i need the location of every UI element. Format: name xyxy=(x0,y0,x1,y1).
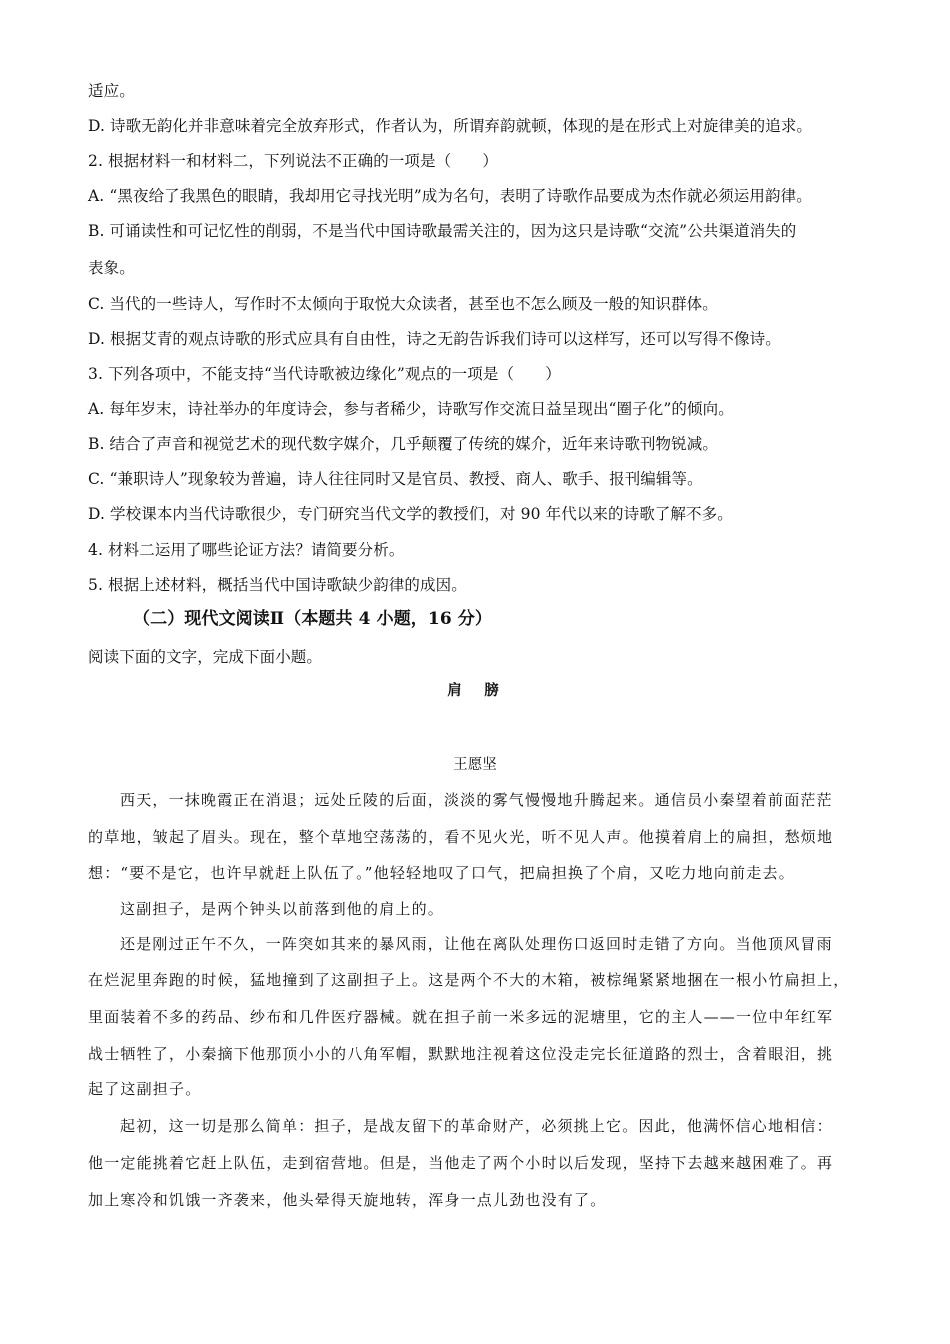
question-option-d: D. 诗歌无韵化并非意味着完全放弃形式，作者认为，所谓弃韵就顿，体现的是在形式上对旋律美的追求。 xyxy=(88,117,813,135)
question-2-stem: 2. 根据材料一和材料二，下列说法不正确的一项是（ ） xyxy=(88,152,499,170)
article-paragraph-line: 战士牺牲了，小秦摘下他那顶小小的八角军帽，默默地注视着这位没走完长征道路的烈士，含着眼泪，挑 xyxy=(88,1045,834,1063)
article-paragraph-line: 这副担子，是两个钟头以前落到他的肩上的。 xyxy=(120,900,445,918)
section-instruction: 阅读下面的文字，完成下面小题。 xyxy=(88,648,323,666)
article-paragraph-line: 还是刚过正午不久，一阵突如其来的暴风雨，让他在离队处理伤口返回时走错了方向。当他顶风冒雨 xyxy=(120,935,833,953)
question-2-option-b-cont: 表象。 xyxy=(88,259,135,277)
article-paragraph-line: 起初，这一切是那么简单：担子，是战友留下的革命财产，必须挑上它。因此，他满怀信心地相信： xyxy=(120,1117,833,1135)
question-3-stem: 3. 下列各项中，不能支持“当代诗歌被边缘化”观点的一项是（ ） xyxy=(88,365,561,383)
article-paragraph-line: 起了这副担子。 xyxy=(88,1080,202,1098)
question-4: 4. 材料二运用了哪些论证方法？请简要分析。 xyxy=(88,541,405,559)
question-3-option-c: C. “兼职诗人”现象较为普遍，诗人往往同时又是官员、教授、商人、歌手、报刊编辑等。 xyxy=(88,470,703,488)
question-3-option-b: B. 结合了声音和视觉艺术的现代数字媒介，几乎颠覆了传统的媒介，近年来诗歌刊物锐减。 xyxy=(88,435,718,453)
question-3-option-d: D. 学校课本内当代诗歌很少，专门研究当代文学的教授们，对 90 年代以来的诗歌了解不多。 xyxy=(88,505,733,523)
article-paragraph-line: 想：“要不是它，也许早就赶上队伍了。”他轻轻地叹了口气，把扁担换了个肩，又吃力地向前走去。 xyxy=(88,864,795,882)
article-paragraph-line: 西天，一抹晚霞正在消退；远处丘陵的后面，淡淡的雾气慢慢地升腾起来。通信员小秦望着前面茫茫 xyxy=(120,791,833,809)
article-paragraph-line: 加上寒冷和饥饿一齐袭来，他头晕得天旋地转，浑身一点儿劲也没有了。 xyxy=(88,1191,607,1209)
question-2-option-a: A. “黑夜给了我黑色的眼睛，我却用它寻找光明”成为名句，表明了诗歌作品要成为杰作就必须运用韵律。 xyxy=(88,187,812,205)
article-paragraph-line: 在烂泥里奔跑的时候，猛地撞到了这副担子上。这是两个不大的木箱，被棕绳紧紧地捆在一根小竹扁担上， xyxy=(88,971,850,989)
article-paragraph-line: 里面装着不多的药品、纱布和几件医疗器械。就在担子前一米多远的泥塘里，它的主人——一位中年红军 xyxy=(88,1008,834,1026)
article-paragraph-line: 的草地，皱起了眉头。现在，整个草地空荡荡的，看不见火光，听不见人声。他摸着肩上的扁担，愁烦地 xyxy=(88,828,834,846)
question-2-option-d: D. 根据艾青的观点诗歌的形式应具有自由性，诗之无韵告诉我们诗可以这样写，还可以写得不像诗。 xyxy=(88,330,781,348)
question-text-line: 适应。 xyxy=(88,82,135,100)
question-2-option-b: B. 可诵读性和可记忆性的削弱，不是当代中国诗歌最需关注的，因为这只是诗歌“交流”公共渠道消失的 xyxy=(88,222,797,240)
question-5: 5. 根据上述材料，概括当代中国诗歌缺少韵律的成因。 xyxy=(88,576,467,594)
section-heading: （二）现代文阅读Ⅱ（本题共 4 小题，16 分） xyxy=(133,609,492,629)
article-title: 肩 膀 xyxy=(447,682,503,699)
question-3-option-a: A. 每年岁末，诗社举办的年度诗会，参与者稀少，诗歌写作交流日益呈现出“圈子化”的倾向。 xyxy=(88,400,734,418)
question-2-option-c: C. 当代的一些诗人，写作时不太倾向于取悦大众读者，甚至也不怎么顾及一般的知识群体。 xyxy=(88,295,718,313)
article-paragraph-line: 他一定能挑着它赶上队伍，走到宿营地。但是，当他走了两个小时以后发现，坚持下去越来越困难了。再 xyxy=(88,1154,834,1172)
article-author: 王愿坚 xyxy=(453,757,497,773)
